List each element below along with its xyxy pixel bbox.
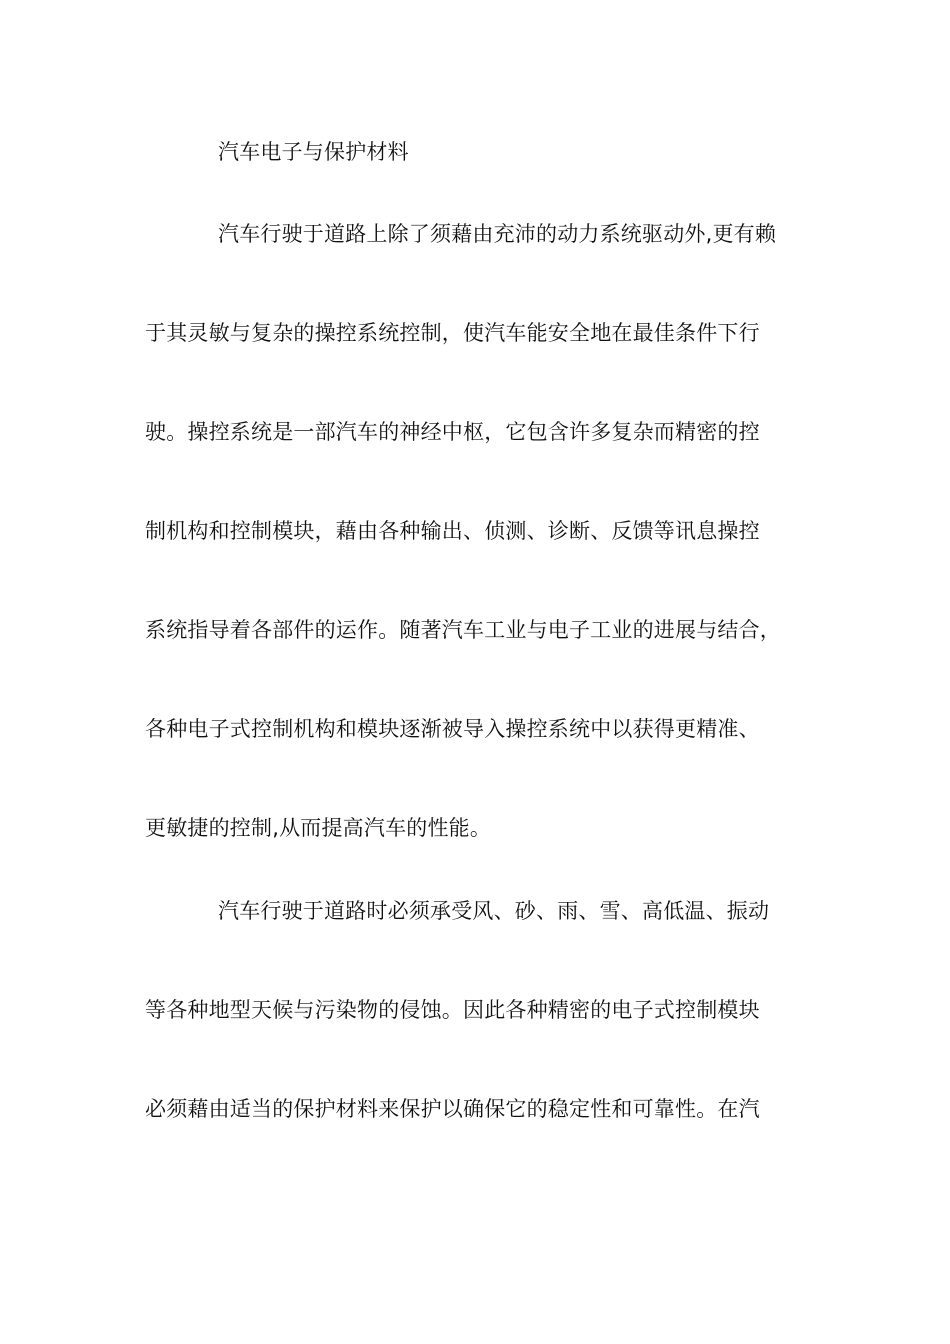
paragraph-line: 汽车行驶于道路时必须承受风、砂、雨、雪、高低温、振动 xyxy=(218,899,770,923)
paragraph-line: 各种电子式控制机构和模块逐渐被导入操控系统中以获得更精准、 xyxy=(145,717,760,741)
paragraph-line: 驶。操控系统是一部汽车的神经中枢，它包含许多复杂而精密的控 xyxy=(145,420,760,444)
paragraph-line: 于其灵敏与复杂的操控系统控制，使汽车能安全地在最佳条件下行 xyxy=(145,321,760,345)
document-title: 汽车电子与保护材料 xyxy=(218,140,409,164)
paragraph-line: 等各种地型天候与污染物的侵蚀。因此各种精密的电子式控制模块 xyxy=(145,998,760,1022)
paragraph-line: 必须藉由适当的保护材料来保护以确保它的稳定性和可靠性。在汽 xyxy=(145,1097,760,1121)
paragraph-line: 制机构和控制模块，藉由各种输出、侦测、诊断、反馈等讯息操控 xyxy=(145,519,760,543)
paragraph-line: 更敏捷的控制,从而提高汽车的性能。 xyxy=(145,816,492,840)
paragraph-line: 汽车行驶于道路上除了须藉由充沛的动力系统驱动外,更有赖 xyxy=(218,222,777,246)
paragraph-line: 系统指导着各部件的运作。随著汽车工业与电子工业的进展与结合， xyxy=(145,618,781,642)
